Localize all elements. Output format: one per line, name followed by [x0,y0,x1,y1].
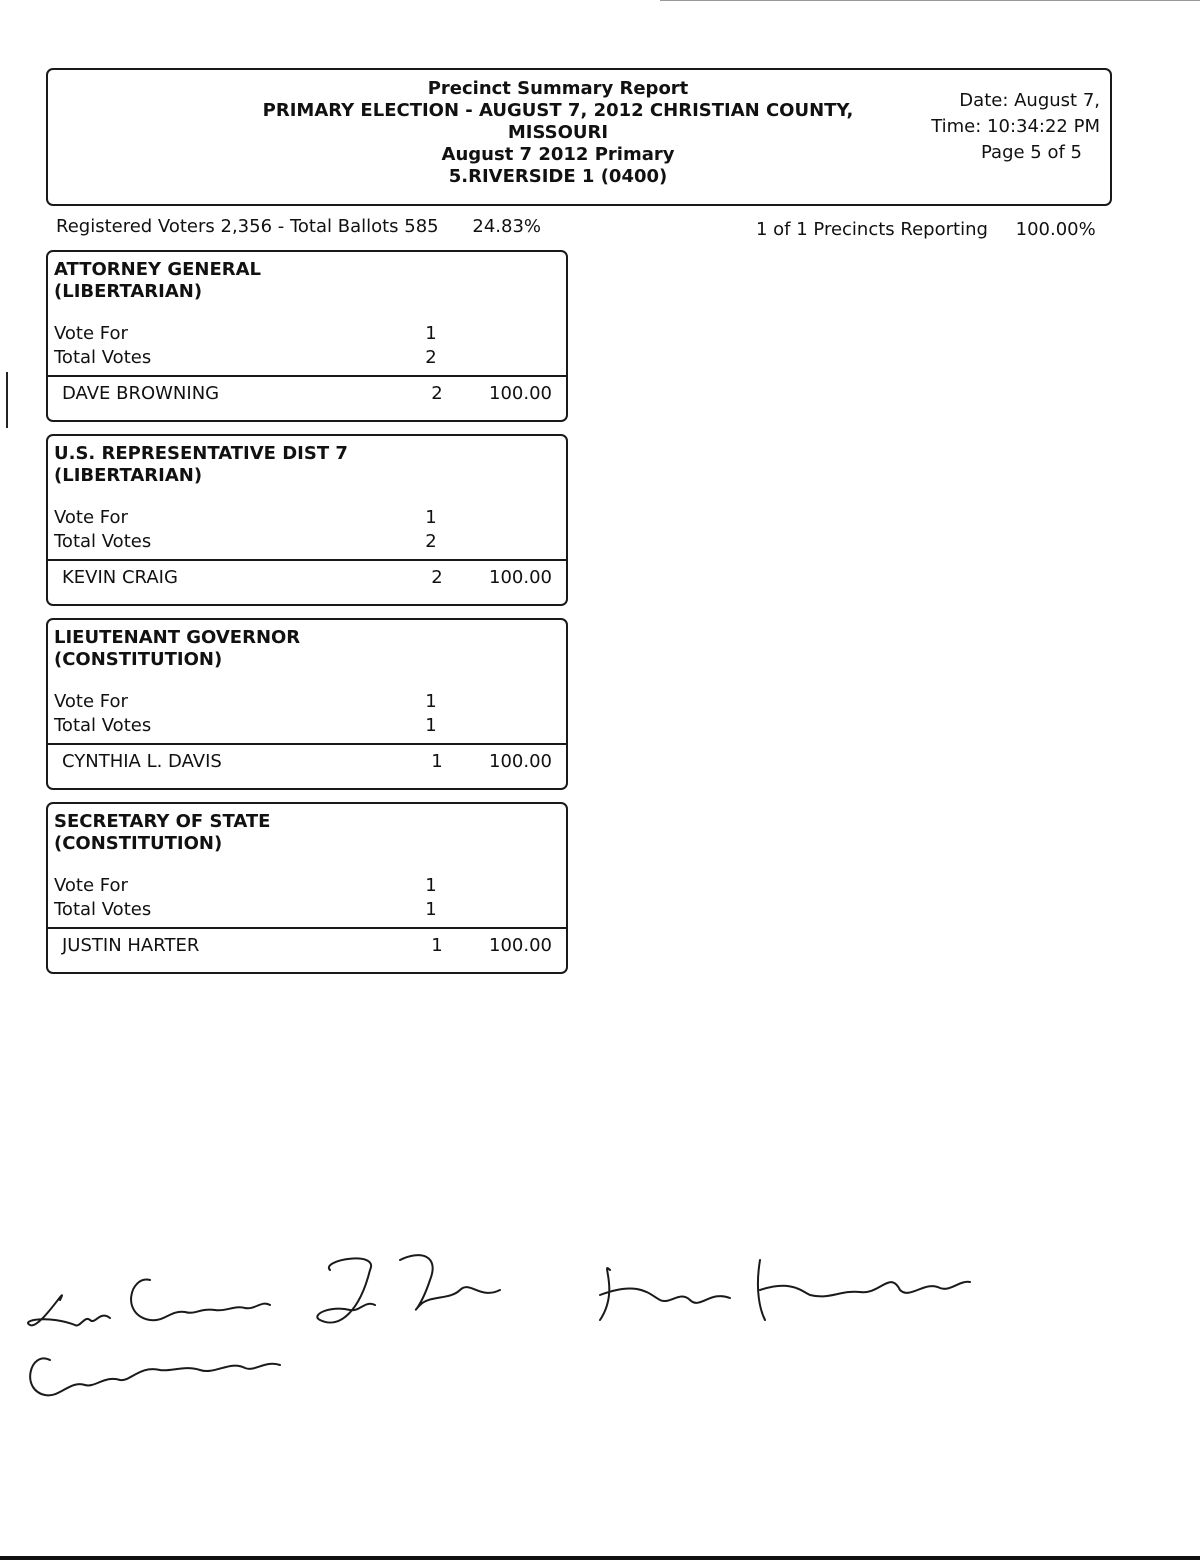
candidate-name: CYNTHIA L. DAVIS [62,751,222,772]
race-divider [48,927,566,929]
total-votes-value: 1 [425,715,437,736]
vote-for-value: 1 [425,323,437,344]
signatures-area [0,1220,1200,1440]
vote-for-value: 1 [425,875,437,896]
race-title-line-1: SECRETARY OF STATE [54,811,271,832]
signature-karren-householder [600,1260,970,1320]
page-number: Page 5 of 5 [981,142,1082,163]
registered-voters-text: Registered Voters 2,356 - Total Ballots 585 [56,216,439,237]
total-votes-value: 2 [425,531,437,552]
vote-for-label: Vote For [54,875,128,896]
total-votes-value: 1 [425,899,437,920]
race-box-attorney-general [46,250,568,422]
race-title [54,627,300,671]
candidate-votes: 1 [431,751,443,772]
candidate-percent: 100.00 [489,383,552,404]
candidate-votes: 2 [431,383,443,404]
scan-edge-line [660,0,1200,1]
race-divider [48,375,566,377]
candidate-percent: 100.00 [489,935,552,956]
reporting-percent: 100.00% [1015,219,1096,240]
race-box-lieutenant-governor [46,618,568,790]
candidate-name: JUSTIN HARTER [62,935,200,956]
race-title-line-1: U.S. REPRESENTATIVE DIST 7 [54,443,348,464]
report-header [46,68,1112,206]
race-title-line-1: LIEUTENANT GOVERNOR [54,627,301,648]
precincts-reporting-text: 1 of 1 Precincts Reporting [756,219,988,240]
race-title [54,811,270,855]
race-title-line-2: (CONSTITUTION) [54,649,223,670]
margin-mark [6,372,8,428]
candidate-votes: 2 [431,567,443,588]
election-line-2: MISSOURI [507,122,609,143]
report-time: Time: 10:34:22 PM [931,116,1100,137]
race-title-line-2: (LIBERTARIAN) [54,281,203,302]
total-votes-label: Total Votes [54,531,152,552]
vote-for-value: 1 [425,691,437,712]
race-box-us-representative [46,434,568,606]
total-votes-label: Total Votes [54,347,152,368]
race-divider [48,559,566,561]
race-title [54,443,348,487]
report-title: Precinct Summary Report [427,78,689,99]
signature-carla-griffith [30,1358,280,1395]
race-title-line-2: (CONSTITUTION) [54,833,223,854]
race-divider [48,743,566,745]
page-bottom-edge [0,1556,1200,1560]
ballot-summary [56,216,541,237]
turnout-percent: 24.83% [472,216,542,237]
report-date: Date: August 7, [959,90,1100,111]
vote-for-label: Vote For [54,507,128,528]
vote-for-value: 1 [425,507,437,528]
candidate-name: DAVE BROWNING [62,383,220,404]
race-title-line-2: (LIBERTARIAN) [54,465,203,486]
candidate-percent: 100.00 [489,751,552,772]
vote-for-label: Vote For [54,691,128,712]
total-votes-value: 2 [425,347,437,368]
header-titles [228,78,888,188]
total-votes-label: Total Votes [54,715,152,736]
candidate-name: KEVIN CRAIG [62,567,178,588]
signature-ted-smith [317,1255,500,1322]
candidate-percent: 100.00 [489,567,552,588]
race-title-line-1: ATTORNEY GENERAL [54,259,262,280]
signature-lisa-russell [28,1280,270,1326]
vote-for-label: Vote For [54,323,128,344]
election-subtitle: August 7 2012 Primary [441,144,675,165]
precinct-reporting [756,219,1096,240]
precinct-name: 5.RIVERSIDE 1 (0400) [448,166,668,187]
total-votes-label: Total Votes [54,899,152,920]
election-line-1: PRIMARY ELECTION - AUGUST 7, 2012 CHRISTIAN COUNTY, [262,100,854,121]
race-title [54,259,261,303]
candidate-votes: 1 [431,935,443,956]
race-box-secretary-of-state [46,802,568,974]
header-meta [900,88,1100,166]
